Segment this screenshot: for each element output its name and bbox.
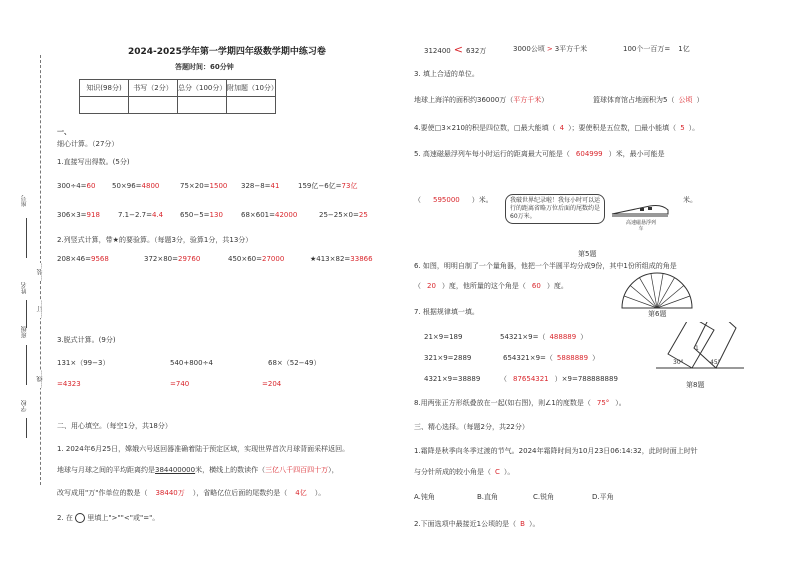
- q3-expr: 68×（52−49）: [268, 359, 321, 367]
- f5-line1: 5. 高速磁悬浮列车每小时运行的距离最大可能是（ 604999 ）米，最小可能是: [414, 150, 665, 158]
- f4: 4.要使□3×210的积是四位数，□最大能填（ 4 ）；要使积是五位数，□最小能填（ 5 ）。: [414, 124, 700, 132]
- dash-label-1: …装…: [37, 263, 44, 281]
- f8-figure-label: 第8题: [686, 381, 705, 389]
- part1-label: 一、: [57, 128, 71, 136]
- f7-heading: 7. 根据规律填一填。: [414, 308, 479, 316]
- c1-option-d[interactable]: D.平角: [592, 493, 614, 501]
- score-header-writing: 书写（2分）: [129, 80, 178, 97]
- dash-label-3: …线…: [37, 370, 44, 388]
- f2-compare-2: 3000公顷 > 3平方千米: [513, 45, 588, 53]
- f2-compare-3: 100个一百万= 1亿: [623, 45, 690, 53]
- class-field[interactable]: [26, 345, 27, 385]
- circle-icon: [75, 513, 85, 523]
- f5-line2: （ 595000 ）米。: [414, 196, 493, 204]
- q2-item: 372×80=29760: [144, 255, 201, 263]
- q2-heading: 2.列竖式计算，带★的要验算。（每题3分，验算1分，共13分）: [57, 236, 253, 244]
- q1-item: 7.1−2.7=4.4: [118, 211, 164, 219]
- school-field[interactable]: [26, 418, 27, 438]
- q2-item: ★413×82=33866: [310, 255, 373, 263]
- q1-item: 650−5=130: [180, 211, 223, 219]
- angle-30: 30°: [673, 359, 684, 366]
- q3-answer: =204: [262, 380, 282, 388]
- score-cell[interactable]: [129, 97, 178, 114]
- f1-line2: 地球与月球之间的平均距离约是384400000米，横线上的数读作（三亿八千四百四十万），: [57, 466, 339, 474]
- q3-answer: =4323: [57, 380, 81, 388]
- name-label: 姓名: [21, 282, 28, 294]
- f1-line1: 1. 2024年6月25日，嫦娥六号返回器准确着陆于预定区域，实现世界首次月球背面采样返回。: [57, 445, 350, 453]
- f2-heading: 2. 在 里填上">""<"或"="。: [57, 514, 160, 522]
- q2-item: 208×46=9568: [57, 255, 109, 263]
- class-label: 班级: [21, 326, 28, 338]
- exam-time: 答题时间：60分钟: [175, 63, 234, 71]
- f6-line1: 6. 如图，明明自制了一个量角器，他把一个半圆平均分成9份，其中1份所组成的角是: [414, 262, 677, 270]
- score-table: [79, 79, 276, 114]
- part1-heading: 细心计算。（27分）: [57, 140, 119, 148]
- q1-item: 50×96=4800: [112, 182, 160, 190]
- score-header-extra: 附加题（10分）: [227, 80, 276, 97]
- score-cell[interactable]: [80, 97, 129, 114]
- page-title: 2024-2025学年第一学期四年级数学期中练习卷: [128, 47, 326, 57]
- angle-1: 1: [695, 345, 699, 352]
- f7-row-left: 4321×9=38889: [424, 375, 481, 383]
- q3-answer: =740: [170, 380, 190, 388]
- angle-45: 45°: [710, 359, 721, 366]
- score-header-knowledge: 知识(98分): [80, 80, 129, 97]
- f8: 8.用两张正方形纸叠放在一起(如右图)，则∠1的度数是（ 75° ）。: [414, 399, 626, 407]
- c1-line2: 与分针所成的较小角是（ C ）。: [414, 468, 515, 476]
- q1-item: 25−25×0=25: [319, 211, 368, 219]
- part3-heading: 三、精心选择。（每题2分，共22分）: [414, 423, 529, 431]
- c1-line1: 1.霜降是秋季向冬季过渡的节气。2024年霜降时间为10月23日06:14:32，此时时面上时针: [414, 447, 698, 455]
- seat-label: 座号: [21, 195, 28, 207]
- f3-heading: 3. 填上合适的单位。: [414, 70, 479, 78]
- f2-compare-1: 312400 < 632万: [424, 43, 487, 56]
- q1-heading: 1.直接写出得数。(5分): [57, 158, 130, 166]
- f3-b: 篮球体育馆占地面积为5（ 公顷 ）: [593, 96, 704, 104]
- f1-line3: 改写成用"万"作单位的数是（ 38440万 ），省略亿位后面的尾数约是（ 4亿 ）。: [57, 489, 326, 497]
- f7-row-left: 21×9=189: [424, 333, 463, 341]
- c1-option-c[interactable]: C.锐角: [533, 493, 555, 501]
- f7-row-right: 654321×9=（ 5888889 ）: [503, 354, 600, 362]
- protractor-icon: [620, 272, 694, 312]
- q2-item: 450×60=27000: [228, 255, 285, 263]
- q1-item: 68×601=42000: [241, 211, 298, 219]
- seat-field[interactable]: [26, 218, 27, 258]
- school-label: 学校: [21, 400, 28, 412]
- q3-expr: 540+800÷4: [170, 359, 213, 367]
- q1-item: 159亿−6亿=73亿: [298, 182, 358, 190]
- f6-line2: （ 20 ）度，他所量的这个角是（ 60 ）度。: [414, 282, 568, 290]
- speech-bubble: 我破世界纪录啦！我每小时可以运行的距离省略万位后面的尾数约是60万米。: [505, 194, 605, 224]
- q3-expr: 131×（99−3）: [57, 359, 110, 367]
- f7-row-right: （ 87654321 ）×9=788888889: [500, 375, 618, 383]
- q1-item: 328−8=41: [241, 182, 280, 190]
- f3-a: 地球上海洋的面积约36000万（平方千米）: [414, 96, 549, 104]
- q1-item: 306×3=918: [57, 211, 100, 219]
- c1-option-a[interactable]: A.钝角: [414, 493, 435, 501]
- f6-figure-label: 第6题: [648, 310, 667, 318]
- part2-heading: 二、用心填空。（每空1分，共18分）: [57, 422, 172, 430]
- f5-mi: 米。: [683, 196, 697, 204]
- dash-label-2: …订…: [37, 300, 44, 318]
- c2: 2.下面选项中最接近1公顷的是（ B ）。: [414, 520, 540, 528]
- name-field[interactable]: [26, 300, 27, 328]
- q3-heading: 3.脱式计算。(9分): [57, 336, 116, 344]
- score-cell[interactable]: [178, 97, 227, 114]
- c1-option-b[interactable]: B.直角: [477, 493, 499, 501]
- train-icon: [610, 196, 670, 222]
- squares-figure: [654, 322, 746, 374]
- train-caption: 高速磁悬浮列车: [626, 220, 657, 232]
- q1-item: 300÷4=60: [57, 182, 96, 190]
- q1-item: 75×20=1500: [180, 182, 228, 190]
- f7-row-left: 321×9=2889: [424, 354, 472, 362]
- score-cell[interactable]: [227, 97, 276, 114]
- f5-figure-label: 第5题: [578, 250, 597, 258]
- f7-row-right: 54321×9=（ 488889 ）: [500, 333, 588, 341]
- score-header-total: 总分（100分）: [178, 80, 227, 97]
